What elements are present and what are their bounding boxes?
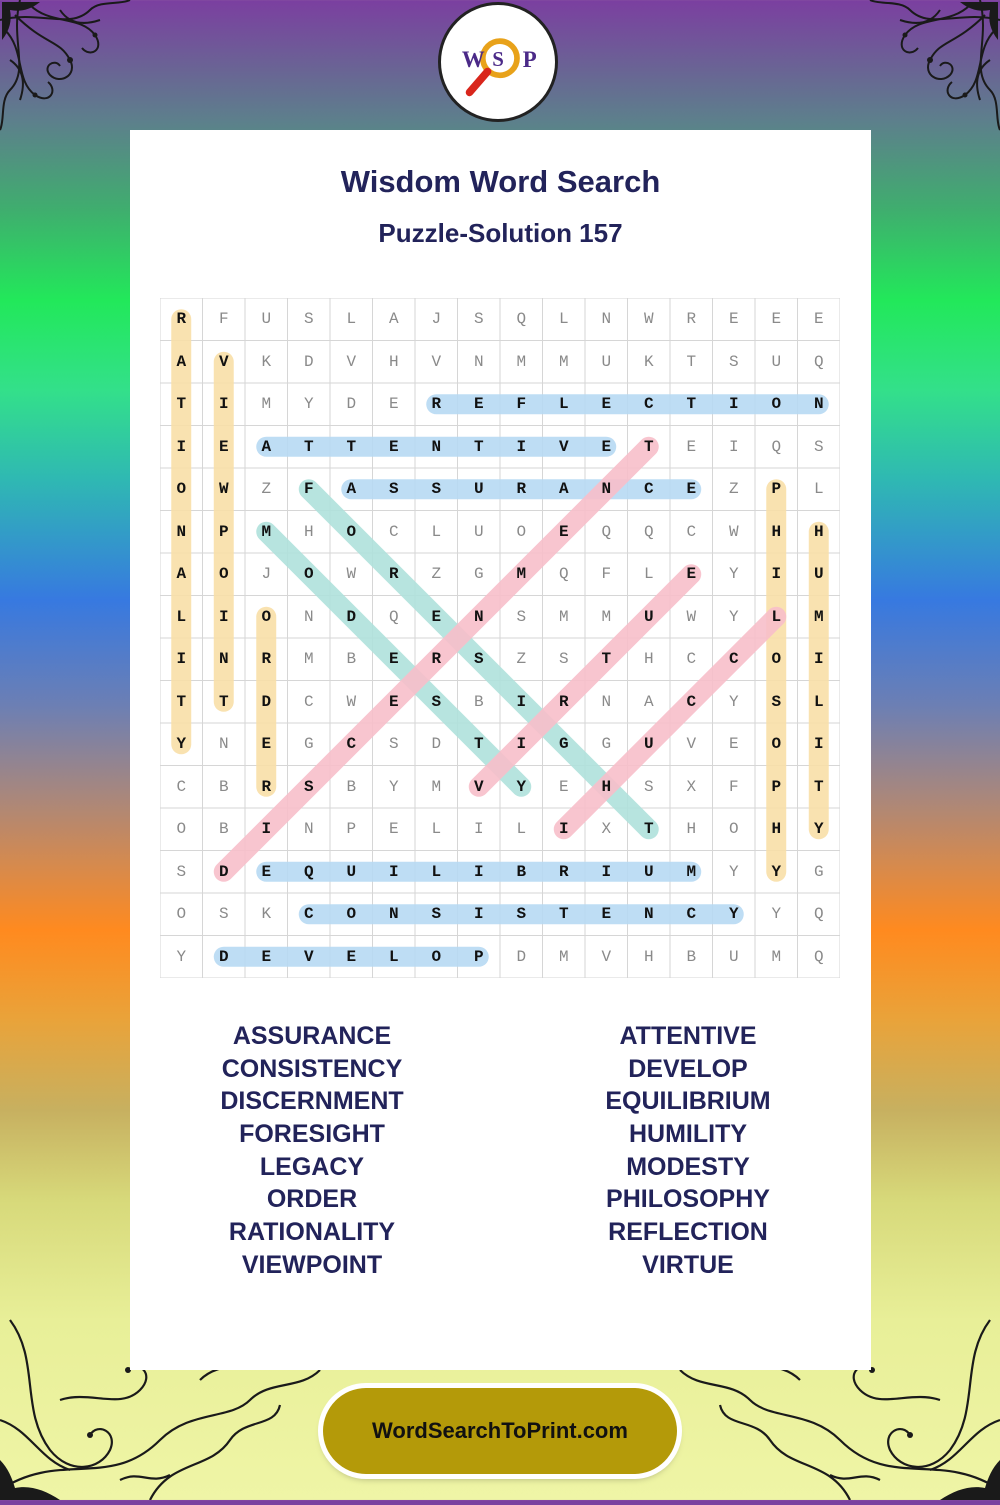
grid-cell: E [388, 692, 399, 711]
grid-cell: B [686, 947, 697, 966]
grid-cell: N [473, 607, 484, 626]
grid-cell: I [473, 820, 484, 839]
grid-cell: O [516, 522, 527, 541]
grid-cell: A [176, 352, 187, 371]
grid-cell: H [813, 522, 824, 541]
grid-cell: L [176, 607, 187, 626]
grid-cell: S [771, 692, 782, 711]
ornament-corner-top-left [0, 0, 150, 150]
grid-cell: E [686, 565, 697, 584]
grid-cell: C [728, 650, 739, 669]
grid-cell: E [218, 437, 229, 456]
grid-cell: V [346, 352, 357, 371]
grid-cell: Q [601, 522, 612, 541]
grid-cell: E [728, 310, 739, 329]
grid-cell: S [728, 352, 739, 371]
grid-cell: H [303, 522, 314, 541]
grid-cell: M [601, 607, 612, 626]
grid-cell: E [388, 820, 399, 839]
word-list-item: RATIONALITY [228, 1218, 396, 1247]
grid-cell: B [218, 820, 229, 839]
grid-cell: M [516, 352, 527, 371]
grid-cell: H [643, 947, 654, 966]
grid-cell: I [176, 650, 187, 669]
grid-cell: Q [516, 310, 527, 329]
grid-cell: E [558, 777, 569, 796]
logo-letter-w: W [461, 46, 485, 72]
grid-cell: E [261, 735, 272, 754]
grid-cell: L [558, 395, 569, 414]
grid-cell: Q [813, 947, 824, 966]
word-list-left [162, 1020, 462, 1282]
grid-cell: A [346, 480, 357, 499]
grid-cell: U [473, 522, 484, 541]
grid-cell: C [643, 480, 654, 499]
grid-cell: M [558, 947, 569, 966]
word-list-item: ASSURANCE [232, 1022, 392, 1050]
grid-cell: W [728, 522, 739, 541]
grid-cell: T [686, 352, 697, 371]
grid-cell: E [346, 947, 357, 966]
grid-cell: K [261, 352, 272, 371]
grid-cell: C [686, 522, 697, 541]
grid-cell: P [218, 522, 229, 541]
grid-cell: P [771, 777, 782, 796]
grid-cell: Y [771, 862, 782, 881]
grid-cell: X [686, 777, 697, 796]
word-list-item: FORESIGHT [239, 1120, 385, 1149]
grid-cell: Y [303, 395, 314, 414]
grid-cell: A [261, 437, 272, 456]
grid-cell: W [346, 692, 357, 711]
grid-cell: J [431, 310, 442, 329]
word-list-item: DEVELOP [628, 1054, 748, 1083]
grid-cell: E [601, 437, 612, 456]
grid-cell: E [261, 862, 272, 881]
grid-cell: H [601, 777, 612, 796]
grid-cell: N [303, 607, 314, 626]
grid-cell: T [558, 905, 569, 924]
word-list-item: ORDER [266, 1185, 358, 1214]
grid-cell: M [261, 395, 272, 414]
grid-cell: T [473, 735, 484, 754]
grid-cell: V [303, 947, 314, 966]
grid-cell: Q [558, 565, 569, 584]
grid-cell: R [261, 777, 272, 796]
grid-cell: O [176, 480, 187, 499]
grid-cell: Z [516, 650, 527, 669]
grid-cell: B [473, 692, 484, 711]
grid-cell: T [303, 437, 314, 456]
grid-cell: X [601, 820, 612, 839]
grid-cell: D [516, 947, 527, 966]
grid-cell: G [601, 735, 612, 754]
grid-cell: I [218, 607, 229, 626]
grid-cell: D [261, 692, 272, 711]
site-link-button[interactable] [323, 1388, 677, 1474]
grid-cell: B [346, 777, 357, 796]
grid-cell: L [346, 310, 357, 329]
grid-cell: S [303, 777, 314, 796]
grid-cell: K [261, 905, 272, 924]
grid-cell: D [303, 352, 314, 371]
grid-cell: Y [771, 905, 782, 924]
word-list-item: LEGACY [259, 1152, 365, 1181]
logo-letter-p: P [522, 46, 537, 72]
grid-cell: E [813, 310, 824, 329]
grid-cell: M [431, 777, 442, 796]
grid-cell: O [176, 905, 187, 924]
grid-cell: N [303, 820, 314, 839]
grid-cell: T [686, 395, 697, 414]
grid-cell: W [643, 310, 654, 329]
grid-cell: D [218, 862, 229, 881]
grid-cell: V [558, 437, 569, 456]
grid-cell: F [601, 565, 612, 584]
grid-cell: T [813, 777, 824, 796]
grid-cell: R [261, 650, 272, 669]
grid-cell: U [261, 310, 272, 329]
grid-cell: G [473, 565, 484, 584]
grid-cell: H [388, 352, 399, 371]
grid-cell: H [771, 522, 782, 541]
grid-cell: E [771, 310, 782, 329]
grid-cell: C [346, 735, 357, 754]
grid-cell: R [431, 395, 442, 414]
grid-cell: U [346, 862, 357, 881]
grid-cell: I [771, 565, 782, 584]
grid-cell: E [728, 735, 739, 754]
grid-cell: Q [388, 607, 399, 626]
grid-cell: Y [728, 607, 739, 626]
grid-cell: T [473, 437, 484, 456]
grid-cell: L [431, 522, 442, 541]
grid-cell: E [686, 480, 697, 499]
grid-cell: R [431, 650, 442, 669]
letter-grid [160, 298, 840, 978]
grid-cell: Q [643, 522, 654, 541]
grid-cell: S [176, 862, 187, 881]
grid-cell: L [431, 862, 442, 881]
grid-cell: I [261, 820, 272, 839]
grid-cell: B [516, 862, 527, 881]
grid-cell: C [303, 692, 314, 711]
grid-cell: F [218, 310, 229, 329]
grid-cell: P [771, 480, 782, 499]
grid-cell: M [303, 650, 314, 669]
grid-cell: L [431, 820, 442, 839]
logo-letter-s: S [492, 46, 504, 71]
grid-cell: A [176, 565, 187, 584]
grid-cell: E [388, 395, 399, 414]
grid-cell: R [558, 862, 569, 881]
grid-cell: I [516, 437, 527, 456]
grid-cell: O [346, 522, 357, 541]
grid-cell: T [601, 650, 612, 669]
grid-cell: U [813, 565, 824, 584]
grid-cell: T [218, 692, 229, 711]
word-list-item: REFLECTION [608, 1218, 768, 1247]
grid-cell: S [643, 777, 654, 796]
grid-cell: Y [728, 905, 739, 924]
grid-cell: L [813, 480, 824, 499]
grid-cell: G [813, 862, 824, 881]
grid-cell: U [771, 352, 782, 371]
page-title: Wisdom Word Search [340, 164, 661, 199]
grid-cell: H [686, 820, 697, 839]
grid-cell: M [516, 565, 527, 584]
grid-cell: S [516, 905, 527, 924]
grid-cell: T [176, 395, 187, 414]
grid-cell: S [431, 692, 442, 711]
grid-cell: O [431, 947, 442, 966]
grid-cell: O [771, 395, 782, 414]
puzzle-card [130, 130, 871, 1370]
grid-cell: O [261, 607, 272, 626]
grid-cell: S [473, 310, 484, 329]
site-logo[interactable] [438, 2, 558, 122]
grid-cell: D [218, 947, 229, 966]
grid-cell: L [558, 310, 569, 329]
grid-cell: N [643, 905, 654, 924]
grid-cell: V [218, 352, 229, 371]
grid-cell: L [771, 607, 782, 626]
grid-cell: N [601, 692, 612, 711]
grid-cell: I [558, 820, 569, 839]
grid-cell: D [431, 735, 442, 754]
grid-cell: E [558, 522, 569, 541]
grid-cell: U [643, 862, 654, 881]
grid-cell: S [516, 607, 527, 626]
grid-cell: Y [176, 735, 187, 754]
grid-cell: N [388, 905, 399, 924]
grid-cell: I [728, 395, 739, 414]
grid-cell: L [813, 692, 824, 711]
grid-cell: D [346, 395, 357, 414]
grid-cell: I [516, 692, 527, 711]
magnifier-icon [470, 72, 488, 93]
grid-cell: A [558, 480, 569, 499]
grid-cell: Y [813, 820, 824, 839]
grid-cell: Q [813, 352, 824, 371]
grid-cell: S [303, 310, 314, 329]
grid-cell: I [601, 862, 612, 881]
word-search-grid [160, 298, 840, 978]
grid-cell: S [431, 480, 442, 499]
grid-cell: V [431, 352, 442, 371]
grid-cell: W [218, 480, 229, 499]
grid-cell: I [813, 650, 824, 669]
grid-cell: E [261, 947, 272, 966]
grid-cell: C [176, 777, 187, 796]
grid-cell: E [601, 395, 612, 414]
word-list-item: ATTENTIVE [619, 1022, 757, 1050]
grid-cell: C [686, 692, 697, 711]
grid-cell: M [771, 947, 782, 966]
grid-cell: O [346, 905, 357, 924]
grid-cell: B [218, 777, 229, 796]
grid-cell: Y [728, 692, 739, 711]
grid-cell: Q [303, 862, 314, 881]
grid-cell: S [388, 480, 399, 499]
site-link-label: WordSearchToPrint.com [372, 1418, 628, 1443]
grid-cell: O [771, 735, 782, 754]
grid-cell: Z [728, 480, 739, 499]
grid-cell: F [516, 395, 527, 414]
grid-cell: I [176, 437, 187, 456]
grid-cell: Y [728, 862, 739, 881]
grid-cell: N [218, 735, 229, 754]
grid-cell: S [388, 735, 399, 754]
grid-cell: T [643, 437, 654, 456]
grid-cell: L [643, 565, 654, 584]
page-subtitle: Puzzle-Solution 157 [378, 218, 623, 248]
grid-cell: U [728, 947, 739, 966]
grid-cell: L [388, 947, 399, 966]
grid-cell: Z [261, 480, 272, 499]
grid-cell: W [346, 565, 357, 584]
grid-cell: S [473, 650, 484, 669]
grid-cell: S [558, 650, 569, 669]
grid-cell: N [218, 650, 229, 669]
grid-cell: I [388, 862, 399, 881]
grid-cell: P [473, 947, 484, 966]
grid-cell: N [813, 395, 824, 414]
word-list-item: HUMILITY [628, 1120, 748, 1149]
grid-cell: N [473, 352, 484, 371]
grid-cell: M [686, 862, 697, 881]
grid-cell: R [558, 692, 569, 711]
grid-cell: M [558, 352, 569, 371]
grid-cell: M [261, 522, 272, 541]
grid-cell: G [558, 735, 569, 754]
word-list-item: MODESTY [626, 1152, 750, 1181]
grid-cell: M [558, 607, 569, 626]
grid-cell: J [261, 565, 272, 584]
grid-cell: Q [813, 905, 824, 924]
grid-cell: C [686, 905, 697, 924]
grid-cell: C [686, 650, 697, 669]
grid-cell: O [176, 820, 187, 839]
word-list-item: CONSISTENCY [221, 1054, 403, 1083]
grid-cell: R [516, 480, 527, 499]
grid-cell: P [346, 820, 357, 839]
grid-cell: O [728, 820, 739, 839]
grid-cell: I [473, 862, 484, 881]
grid-cell: K [643, 352, 654, 371]
grid-cell: O [218, 565, 229, 584]
grid-cell: N [601, 310, 612, 329]
grid-cell: U [643, 735, 654, 754]
grid-cell: C [388, 522, 399, 541]
grid-cell: Q [771, 437, 782, 456]
grid-cell: Z [431, 565, 442, 584]
grid-cell: I [516, 735, 527, 754]
grid-cell: N [601, 480, 612, 499]
word-list-right [538, 1020, 838, 1282]
grid-cell: O [771, 650, 782, 669]
grid-cell: I [813, 735, 824, 754]
grid-cell: T [643, 820, 654, 839]
grid-cell: U [643, 607, 654, 626]
word-list-item: EQUILIBRIUM [605, 1087, 771, 1116]
grid-cell: V [686, 735, 697, 754]
grid-cell: F [728, 777, 739, 796]
grid-cell: W [686, 607, 697, 626]
grid-cell: R [686, 310, 697, 329]
grid-cell: C [643, 395, 654, 414]
grid-cell: N [176, 522, 187, 541]
grid-cell: B [346, 650, 357, 669]
grid-cell: V [473, 777, 484, 796]
grid-cell: E [388, 437, 399, 456]
grid-cell: E [473, 395, 484, 414]
grid-cell: R [176, 310, 187, 329]
grid-cell: A [388, 310, 399, 329]
grid-cell: E [601, 905, 612, 924]
grid-cell: I [218, 395, 229, 414]
word-list-item: DISCERNMENT [220, 1087, 404, 1116]
grid-cell: N [431, 437, 442, 456]
grid-cell: L [516, 820, 527, 839]
grid-cell: S [431, 905, 442, 924]
grid-cell: C [303, 905, 314, 924]
grid-cell: O [303, 565, 314, 584]
grid-cell: Y [176, 947, 187, 966]
grid-cell: U [601, 352, 612, 371]
grid-cell: E [686, 437, 697, 456]
grid-cell: I [728, 437, 739, 456]
grid-cell: T [346, 437, 357, 456]
grid-cell: A [643, 692, 654, 711]
grid-cell: M [813, 607, 824, 626]
grid-cell: F [303, 480, 314, 499]
grid-cell: I [473, 905, 484, 924]
word-list-item: VIRTUE [642, 1250, 734, 1279]
word-list-item: PHILOSOPHY [606, 1185, 770, 1214]
grid-cell: Y [388, 777, 399, 796]
grid-cell: V [601, 947, 612, 966]
grid-cell: S [218, 905, 229, 924]
word-list-item: VIEWPOINT [241, 1250, 383, 1279]
grid-cell: Y [728, 565, 739, 584]
grid-cell: T [176, 692, 187, 711]
ornament-corner-top-right [850, 0, 1000, 150]
grid-cell: U [473, 480, 484, 499]
grid-cell: S [813, 437, 824, 456]
grid-cell: D [346, 607, 357, 626]
grid-cell: H [771, 820, 782, 839]
grid-cell: H [643, 650, 654, 669]
grid-cell: R [388, 565, 399, 584]
grid-cell: E [431, 607, 442, 626]
grid-cell: E [388, 650, 399, 669]
grid-cell: G [303, 735, 314, 754]
grid-cell: Y [516, 777, 527, 796]
